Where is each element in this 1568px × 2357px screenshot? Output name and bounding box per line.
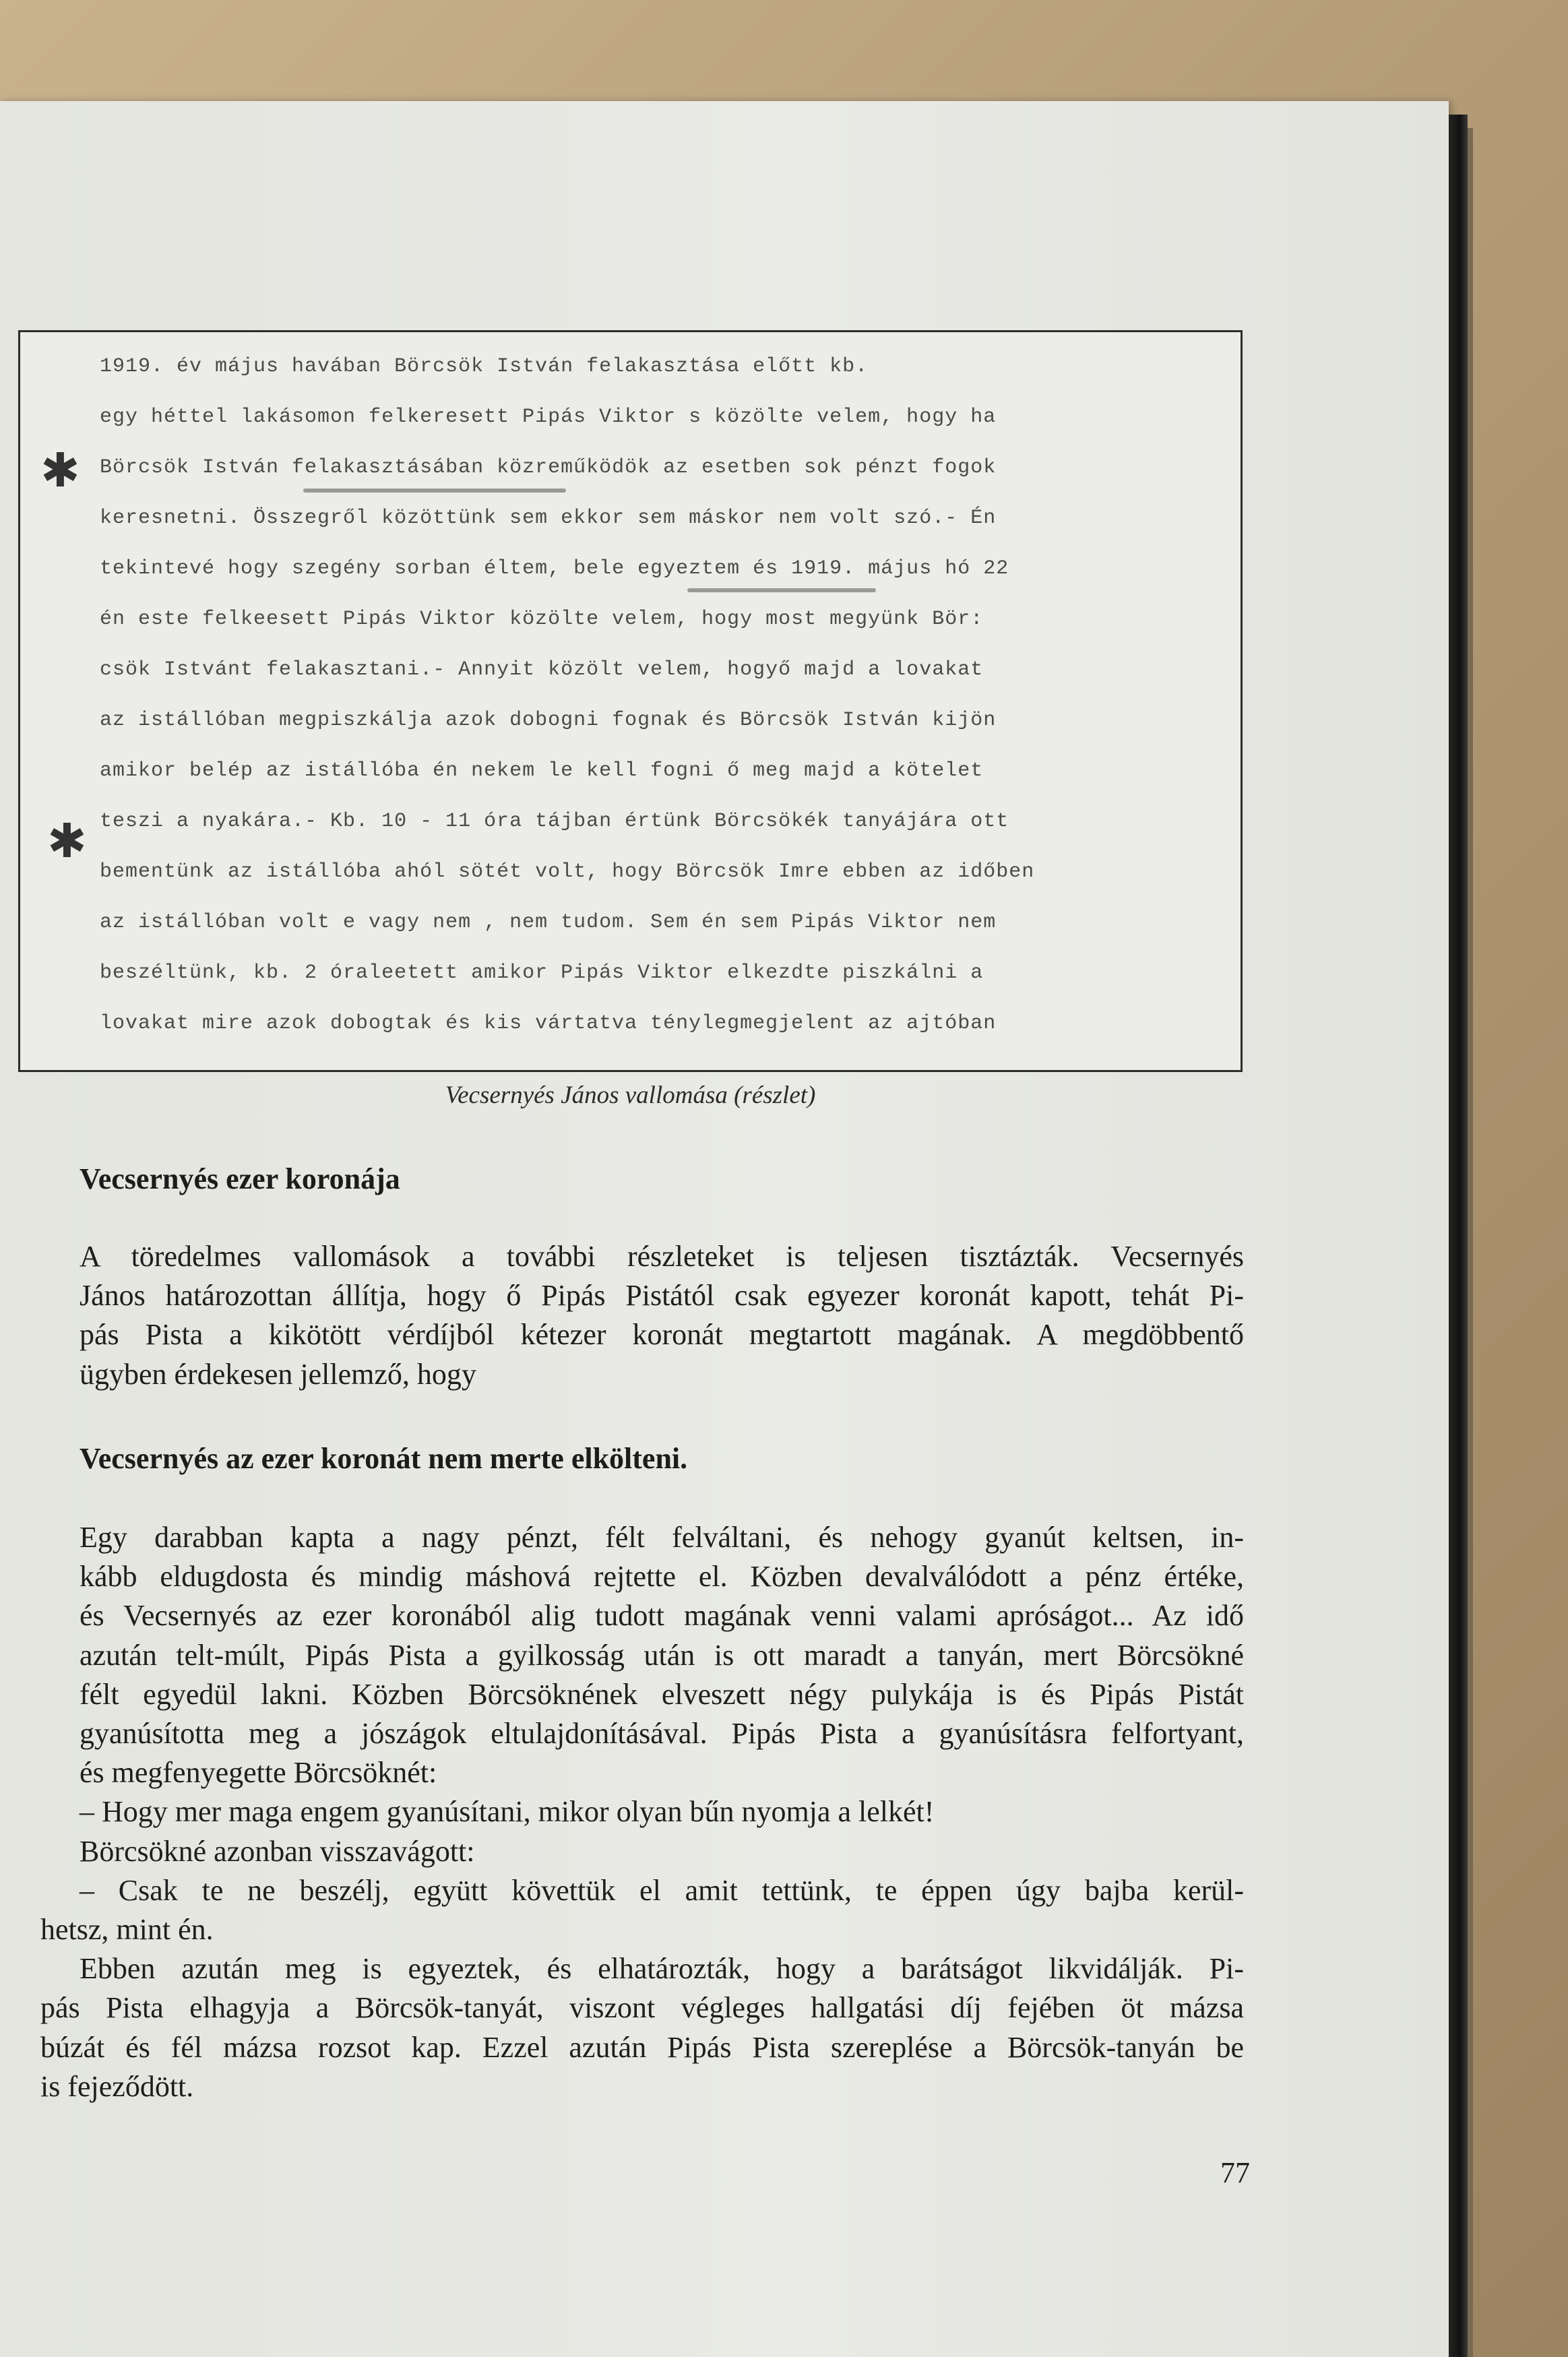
typed-line: én este felkeesett Pipás Viktor közölte velem, hogy most megyünk Bör:	[100, 608, 984, 631]
page-number: 77	[1220, 2156, 1250, 2189]
pencil-underline	[687, 588, 876, 592]
paragraph	[40, 1518, 1244, 2106]
typed-line: egy héttel lakásomon felkeresett Pipás Viktor s közölte velem, hogy ha	[100, 406, 997, 429]
book-spine	[1449, 115, 1468, 2357]
text-line: Ebben azután meg is egyeztek, és elhatározták, hogy a barátságot likvidálják. Pi-	[80, 1952, 1244, 1986]
text-line: búzát és fél mázsa rozsot kap. Ezzel azután Pipás Pista szereplése a Börcsök-tanyán be	[40, 2030, 1244, 2064]
typed-line: amikor belép az istállóba én nekem le kell fogni ő meg majd a kötelet	[100, 759, 984, 782]
typed-line: tekintevé hogy szegény sorban éltem, bele egyeztem és 1919. május hó 22	[100, 557, 1009, 580]
text-line: és megfenyegette Börcsöknét:	[80, 1756, 437, 1790]
text-line: A töredelmes vallomások a további részleteket is teljesen tisztázták. Vecsernyés	[80, 1240, 1244, 1273]
typed-line: teszi a nyakára.- Kb. 10 - 11 óra tájban értünk Börcsökék tanyájára ott	[100, 810, 1009, 833]
text-line: ügyben érdekesen jellemző, hogy	[80, 1357, 476, 1391]
typewritten-document-excerpt	[18, 330, 1243, 1072]
typed-line: 1919. év május havában Börcsök István felakasztása előtt kb.	[100, 355, 869, 378]
text-line: félt egyedül lakni. Közben Börcsöknének elveszett négy pulykája is és Pipás Pistát	[80, 1677, 1244, 1711]
section-heading: Vecsernyés ezer koronája	[80, 1162, 400, 1195]
asterisk-margin-mark: ✱	[47, 813, 87, 869]
text-line: is fejeződött.	[40, 2069, 194, 2103]
text-line: és Vecsernyés az ezer koronából alig tudott magának venni valami apróságot... Az idő	[80, 1599, 1244, 1633]
typed-line: beszéltünk, kb. 2 óraleetett amikor Pipás Viktor elkezdte piszkálni a	[100, 962, 984, 984]
typed-line: keresnetni. Összegről közöttünk sem ekkor sem máskor nem volt szó.- Én	[100, 507, 997, 530]
asterisk-margin-mark: ✱	[40, 443, 80, 498]
paragraph	[80, 1237, 1244, 1394]
text-line: János határozottan állítja, hogy ő Pipás Pistától csak egyezer koronát kapott, tehát Pi-	[80, 1279, 1244, 1313]
typed-line: az istállóban megpiszkálja azok dobogni fognak és Börcsök István kijön	[100, 709, 997, 732]
text-line: – Csak te ne beszélj, együtt követtük el amit tettünk, te éppen úgy bajba kerül-	[80, 1873, 1244, 1907]
text-line: – Hogy mer maga engem gyanúsítani, mikor olyan bűn nyomja a lelkét!	[80, 1795, 935, 1829]
text-line: Börcsökné azonban visszavágott:	[80, 1834, 475, 1868]
book-edge	[1468, 128, 1473, 2357]
typed-line: Börcsök István felakasztásában közreműködök az esetben sok pénzt fogok	[100, 456, 997, 479]
text-line: pás Pista elhagyja a Börcsök-tanyát, viszont végleges hallgatási díj fejében öt mázsa	[40, 1991, 1244, 2025]
text-line: kább eldugdosta és mindig máshová rejtette el. Közben devalválódott a pénz értéke,	[80, 1560, 1244, 1594]
text-line: Egy darabban kapta a nagy pénzt, félt felváltani, és nehogy gyanút keltsen, in-	[80, 1521, 1244, 1554]
typed-line: bementünk az istállóba ahól sötét volt, hogy Börcsök Imre ebben az időben	[100, 860, 1035, 883]
text-line: pás Pista a kikötött vérdíjból kétezer koronát megtartott magának. A megdöbbentő	[80, 1318, 1244, 1352]
section-heading: Vecsernyés az ezer koronát nem merte elkölteni.	[80, 1442, 688, 1475]
figure-caption: Vecsernyés János vallomása (részlet)	[445, 1081, 816, 1109]
typed-line: az istállóban volt e vagy nem , nem tudom. Sem én sem Pipás Viktor nem	[100, 911, 997, 934]
typed-line: csök Istvánt felakasztani.- Annyit közölt velem, hogyő majd a lovakat	[100, 658, 984, 681]
typed-line: lovakat mire azok dobogtak és kis vártatva ténylegmegjelent az ajtóban	[100, 1012, 997, 1035]
pencil-underline	[303, 489, 566, 493]
text-line: gyanúsította meg a jószágok eltulajdonításával. Pipás Pista a gyanúsításra felfortyant,	[80, 1717, 1244, 1751]
text-line: hetsz, mint én.	[40, 1913, 214, 1947]
text-line: azután telt-múlt, Pipás Pista a gyilkosság után is ott maradt a tanyán, mert Börcsökné	[80, 1638, 1244, 1672]
